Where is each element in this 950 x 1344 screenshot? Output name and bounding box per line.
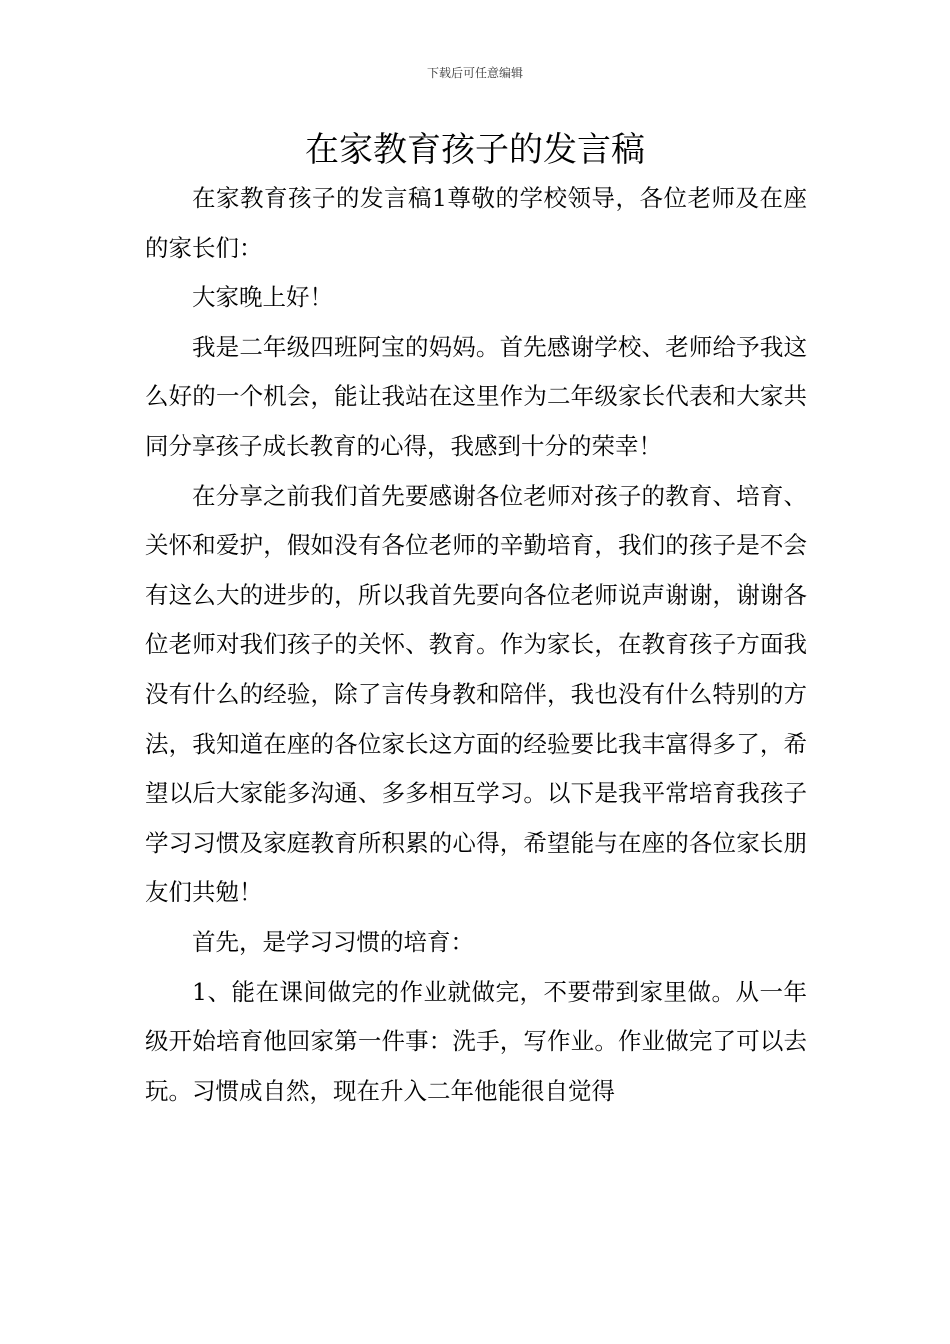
header-note: 下载后可任意编辑 [426, 66, 523, 80]
paragraph-thanks: 在分享之前我们首先要感谢各位老师对孩子的教育、培育、关怀和爱护，假如没有各位老师的辛勤培育，我们的孩子是不会有这么大的进步的，所以我首先要向各位老师说声谢谢，谢谢各位老师对我们孩子的关怀、教育。作为家长，在教育孩子方面我没有什么的经验，除了言传身教和陪伴，我也没有什么特别的方法，我知道在座的各位家长这方面的经验要比我丰富得多了，希望以后大家能多沟通、多多相互学习。以下是我平常培育我孩子学习习惯及家庭教育所积累的心得，希望能与在座的各位家长朋友们共勉！ [145, 481, 807, 907]
document-body [145, 174, 807, 1116]
paragraph-salutation: 大家晚上好！ [192, 283, 333, 312]
paragraph-point-1: 1、能在课间做完的作业就做完，不要带到家里做。从一年级开始培育他回家第一件事：洗手，写作业。作业做完了可以去玩。习惯成自然，现在升入二年他能很自觉得 [145, 977, 807, 1105]
document-title: 在家教育孩子的发言稿 [305, 130, 645, 170]
paragraph-introduction: 我是二年级四班阿宝的妈妈。首先感谢学校、老师给予我这么好的一个机会，能让我站在这里作为二年级家长代表和大家共同分享孩子成长教育的心得，我感到十分的荣幸！ [145, 332, 807, 460]
paragraph-section-heading: 首先，是学习习惯的培育： [192, 927, 474, 956]
paragraph-greeting: 在家教育孩子的发言稿1尊敬的学校领导，各位老师及在座的家长们： [145, 184, 807, 262]
